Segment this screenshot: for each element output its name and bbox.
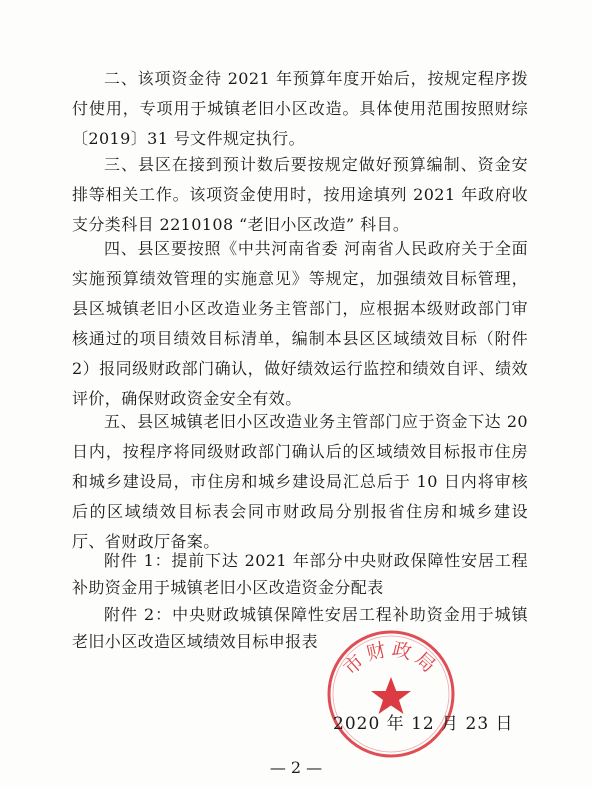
attachment-two: 附件 2：中央财政城镇保障性安居工程补助资金用于城镇老旧小区改造区域绩效目标申报表 bbox=[72, 605, 528, 651]
paragraph-four: 四、县区要按照《中共河南省委 河南省人民政府关于全面实施预算绩效管理的实施意见》等规定，加强绩效目标管理，县区城镇老旧小区改造业务主管部门，应根据本级财政部门审核通过的项目绩效目标清单，编制本县区区域绩效目标（附件 2）报同级财政部门确认，做好绩效运行监控和绩效自评、绩效评价，确保财政资金安全有效。 bbox=[72, 239, 528, 408]
attachment-one: 附件 1：提前下达 2021 年部分中央财政保障性安居工程补助资金用于城镇老旧小区改造资金分配表 bbox=[72, 551, 528, 597]
paragraph-two: 二、该项资金待 2021 年预算年度开始后，按规定程序拨付使用，专项用于城镇老旧小区改造。具体使用范围按照财综〔2019〕31 号文件规定执行。 bbox=[72, 69, 528, 148]
seal-text: 市财政局 bbox=[339, 638, 443, 680]
official-seal-stamp bbox=[322, 625, 460, 763]
document-date: 2020 年 12 月 23 日 bbox=[333, 714, 514, 734]
page-number: — 2 — bbox=[269, 758, 323, 777]
paragraph-three: 三、县区在接到预计数后要按规定做好预算编制、资金安排等相关工作。该项资金使用时，按用途填列 2021 年政府收支分类科目 2210108 “老旧小区改造” 科目。 bbox=[72, 155, 528, 234]
paragraph-five: 五、县区城镇老旧小区改造业务主管部门应于资金下达 20 日内，按程序将同级财政部门确认后的区域绩效目标报市住房和城乡建设局，市住房和城乡建设局汇总后于 10 日内将审核后的区域绩效目标表会同市财政局分别报省住房和城乡建设厅、省财政厅备案。 bbox=[72, 412, 528, 551]
